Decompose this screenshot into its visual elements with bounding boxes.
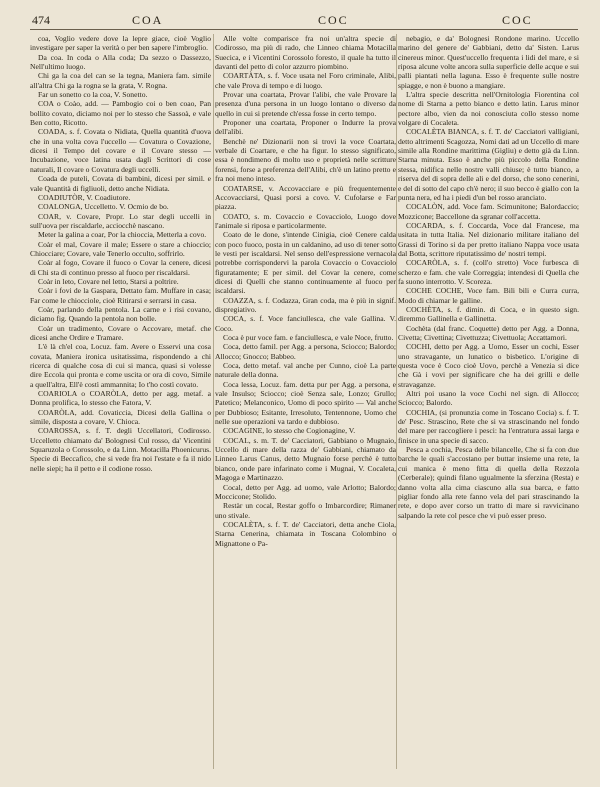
- dictionary-entry: Alle volte comparisce fra noi un'altra specie di Codirosso, ma più di rado, che Linneo chiama Motacilla Suecica, e i Vicentini Corossolo foresto, il quale ha tutto il davanti del petto di color azzurro piombino.: [215, 34, 396, 72]
- dictionary-entry: Da coa. In coda o Alla coda; Da sezzo o Dassezzo, Nell'ultimo luogo.: [30, 52, 211, 72]
- headword-left: COA: [132, 13, 164, 27]
- dictionary-entry: Chi ga la coa del can se la tegna, Maniera fam. simile all'altra Chi ga la rogna se la grata, V. Rogna.: [30, 71, 211, 90]
- dictionary-entry: COCALÒN, add. Voce fam. Scimunitone; Balordaccio; Mozzicone; Baccellone da sgranar coll'accetta.: [398, 202, 579, 221]
- column-right: [398, 34, 579, 769]
- dictionary-entry: COADA, s. f. Covata o Nidiata, Quella quantità d'uova che in una volta cova l'uccello — Covatura o Covazione, dicesi il Tempo del covare e il Covare stesso — Incubazione, voce latina usata dagli Scrittori di cose naturali, Il covare o Covatura degli uccelli.: [30, 127, 211, 174]
- dictionary-entry: Coàr in leto, Covare nel letto, Starsi a poltrire.: [38, 276, 179, 286]
- dictionary-entry: COA o Coào, add. — Pambogio coi o ben coao, Pan bollito covato, diciamo noi per lo stesso che Sassoà, e vale Ben cotto, Ricotto.: [30, 99, 211, 128]
- dictionary-entry: COCHE COCHE, Voce fam. Bili bili e Curra curra, Modo di chiamar le galline.: [398, 286, 579, 305]
- dictionary-entry: Restàr un cocal, Restar goffo o Imbarcordire; Rimaner uno stivale.: [215, 501, 396, 520]
- column-divider: [213, 34, 214, 769]
- dictionary-entry: COCHI, detto per Agg. a Uomo, Esser un cochi, Esser uno stravagante, un lunatico o bisbetico. L'origine di questa voce è Coco cioè Uovo, perchè a Venezia si dice che Gà i vovi per significare che ha dei grilli e delle stravaganze.: [398, 342, 579, 389]
- dictionary-entry: Coàr el mal, Covare il male; Essere o stare a chioccio; Chiocciare; Covare, vale Tenerlo occulto, soffrirlo.: [30, 239, 211, 258]
- dictionary-entry: COARÒLA, add. Covaticcia, Dicesi della Gallina o simile, disposta a covare, V. Chioca.: [30, 407, 211, 427]
- dictionary-entry: COCALÈTA BIANCA, s. f. T. de' Cacciatori valligiani, detto altrimenti Scagozza, Nomi dati ad un Uccello di mare simile alla Rondine marittima (Gigliu) e detto già da Linn. Starna minuta. Esso è anche più piccolo della Rondine stessa, nidifica nelle nostre valli chiuse; è tutto bianco, a riserva del di sopra delle ali e del dorso, che sono cenerini, e del di sotto del capo ch'è nero; il suo becco è giallo con la punta nera, ed ha i piedi d'un bel rosso aranciato.: [398, 127, 579, 202]
- dictionary-entry: Coàr un tradimento, Covare o Accovare, metaf. che dicesi anche Ordire e Tramare.: [30, 323, 211, 342]
- dictionary-entry: Coàr al fogo, Covare il fuoco o Covar la cenere, dicesi di Chi sta di continuo presso al fuoco per riscaldarsi.: [30, 258, 211, 277]
- column-left: [30, 34, 211, 769]
- dictionary-entry: COCHIA, (si pronunzia come in Toscano Cocia) s. f. T. de' Pesc. Strascino, Rete che si va strascinando nel fondo del mare per raccogliere i pesci: ha l'entratura assai larga e finisce in una specie di sacco.: [398, 407, 579, 445]
- dictionary-entry: L'è là ch'el coa, Locuz. fam. Avere o Esservi una cosa covata, Maniera ironica usitatissima, rispondendo a chi ricerca di qualche cosa di cui si manca, quasi si volesse dire Eccola qui pronta e come uscita or ora di covo, Simile a quell'altra, Ell'è costì ammannita; Io t'ho costì covato.: [30, 342, 211, 389]
- dictionary-entry: COATO, s. m. Covaccio e Covacciolo, Luogo dove l'animale si riposa e particolarmente.: [215, 211, 396, 230]
- dictionary-entry: nebagio, e da' Bolognesi Rondone marino. Uccello marino del genere de' Gabbiani, detto da' Sisten. Larus cinereus minor. Quest'uccello frequenta i lidi del mare, e si riposa alcune volte ancora sulla superficie delle acque e sui palli piantati nella laguna. Esso è frequente sulle nostre spiagge, e non è buono a mangiare.: [398, 34, 579, 90]
- dictionary-entry: L'altra specie descritta nell'Ornitologia Fiorentina col nome di Starna a petto bianco e detto latin. Larus minor pectore albo, vien da noi conosciuta collo stesso nome volgare di Cocaleta.: [398, 90, 579, 128]
- dictionary-entry: Coca è pur voce fam. e fanciullesca, e vale Noce, frutto.: [223, 333, 394, 342]
- dictionary-entry: COAZZA, s. f. Codazza, Gran coda, ma è più in signif. dispregiativo.: [215, 295, 396, 314]
- dictionary-entry: COADIUTÒR, V. Coadiutore.: [38, 192, 131, 202]
- dictionary-entry: Provar una coartata, Provar l'alibi, che vale Provare la presenza d'una persona in un luogo lontano o diverso da quello in cui si pretende ch'essa fosse in certo tempo.: [215, 90, 396, 118]
- column-divider: [396, 34, 397, 769]
- dictionary-entry: COARTÀTA, s. f. Voce usata nel Foro criminale, Alibi, che vale Prova di tempo e di luogo.: [215, 71, 396, 90]
- dictionary-entry: Far un sonetto co la coa, V. Sonetto.: [38, 90, 148, 100]
- dictionary-entry: coa, Voglio vedere dove la lepre giace, cioè Voglio investigare per saper la verità o per ben sapere l'imbroglio.: [30, 34, 211, 53]
- dictionary-entry: COCARÒLA, s. f. (coll'o stretto) Voce furbesca di scherzo e fam. che vale Correggia; intendesi di Quella che fa suono interrotto. V. Scoreza.: [398, 258, 579, 286]
- headword-center: COC: [318, 13, 349, 27]
- dictionary-entry: Proponer una coartata, Proponer o Indurre la prova dell'alibi.: [215, 118, 396, 137]
- dictionary-entry: Altri poi usano la voce Cochi nel sign. di Allocco; Sciocco; Balordo.: [398, 389, 579, 408]
- dictionary-entry: COCARDA, s. f. Coccarda, Voce dal Francese, ma usitata in tutta Italia. Nel dizionario militare italiano del Grassi di Torino si da per pretto italiano Nappa voce usata dal Botta, scrittore riputatissimo de' nostri tempi.: [398, 220, 579, 258]
- dictionary-entry: Coàr i fovi de la Gaspara, Dettato fam. Muffare in casa; Far come le chiocciole, cioè Ritirarsi e serrarsi in casa.: [30, 286, 211, 305]
- dictionary-entry: COCA, s. f. Voce fanciullesca, che vale Gallina. V. Coco.: [215, 314, 396, 333]
- dictionary-entry: COAR, v. Covare, Propr. Lo star degli uccelli in sull'uova per riscaldarle, acciocchè nascano.: [30, 211, 211, 230]
- header-rule: [30, 29, 578, 30]
- dictionary-entry: COCHÈTA, s. f. dimin. di Coca, e in questo sign. diremmo Gallinella e Gallinetta.: [398, 304, 579, 324]
- dictionary-entry: Pesca a cochia, Pesca delle bilancelle, Che si fa con due barche le quali s'accostano per buttar insieme una rete, la cui manica è meno fitta di quella della Rezzola (Cerberale); quindi filano ugualmente la sferzina (Resta) e danno volta alla cima ciascuno alla sua barca, e fatto pigliar fondo alla rete fanno vela del pari strascinando la rete, e dopo aver corso un tratto di mare si ravvicinano salpando la rete col pesce che vi può esser preso.: [398, 445, 579, 520]
- dictionary-entry: Coca lessa, Locuz. fam. detta pur per Agg. a persona, e vale Insulso; Sciocco; cioè Senza sale, Lonzo; Grullo; Patetico; Melanconico, Uomo di poco spirito — Val anche per Dubbioso; Esitante, Irresoluto, Tentennone, Uomo che nelle sue operazioni va tardo e dubbioso.: [215, 379, 396, 427]
- dictionary-entry: Cochèta (dal franc. Coquette) detto per Agg. a Donna, Civetta; Civettina; Civettuzza; Civettuola; Accattamori.: [398, 323, 579, 342]
- column-middle: [215, 34, 396, 769]
- dictionary-entry: Coca, detto metaf. val anche per Cunno, cioè La parte naturale della donna.: [215, 361, 396, 380]
- dictionary-entry: COALONGA, Uccelletto. V. Ocmio de bo.: [38, 202, 169, 212]
- dictionary-entry: COATARSE, v. Accovacciare e più frequentemente Accovacciarsi, Quasi porsi a covo. V. Cufolarse e Far piazza.: [215, 183, 396, 212]
- page-number: 474: [32, 13, 50, 27]
- dictionary-entry: Meter la galina a coar, Por la chioccia, Metterla a covo.: [38, 230, 207, 240]
- dictionary-entry: Coato de le done, s'intende Cinigia, cioè Cenere calda con poco fuoco, posta in un caldanino, ad uso di tener sotto le vesti per iscaldarsi. Nel senso dell'espressione vernacola potrebbe corrispondervi la parola Covaccio o Covacciolo figuratamente; E per simil. del Covar la cenere, come dicesi di Quelli che stanno continuamente al fuoco per iscaldarsi.: [215, 230, 396, 296]
- dictionary-entry: COARIOLA o COARÒLA, detto per agg. metaf. a Donna prolifica, lo stesso che Fatora, V.: [30, 389, 211, 408]
- dictionary-entry: COAROSSA, s. f. T. degli Uccellatori, Codirosso. Uccelletto chiamato da' Bolognesi Cul rosso, da' Vicentini Squaruzola o Corossolo, e da Linn. Motacilla Phoenicurus. Specie di Beccafico, che si vede fra noi l'estate e fa il nido nelle siepi; ha il petto e il codione rosso.: [30, 426, 211, 473]
- dictionary-entry: Cocal, detto per Agg. ad uomo, vale Arlotto; Balordo; Moccicone; Stolido.: [215, 482, 396, 501]
- dictionary-entry: Coàr, parlando della pentola. La carne e i risi covano, diciamo fig. Quando la pentola non bolle.: [30, 304, 211, 324]
- dictionary-entry: Coada de puteli, Covata di bambini, dicesi per simil. e vale Quantità di figliuoli, detto anche Nidiata.: [30, 174, 211, 193]
- headword-right: COC: [502, 13, 533, 27]
- dictionary-entry: Benchè ne' Dizionarii non si trovi la voce Coartata, verbale di Coartare, e che ha figur. lo stesso significato, essa è nondimeno di molto uso e proprietà nelle scritture forensi, forse a preferenza dell'Alibi, ch'è un latino pretto e fra noi meno inteso.: [215, 136, 396, 184]
- running-header: [0, 13, 600, 27]
- dictionary-entry: Coca, detto famil. per Agg. a persona, Sciocco; Balordo; Allocco; Gnocco; Babbeo.: [215, 342, 396, 361]
- dictionary-entry: COCAL, s. m. T. de' Cacciatori, Gabbiano o Mugnaio, Uccello di mare della razza de' Gabbiani, chiamato da Linneo Larus Canus, detto Mugnaio forse perchè è tutto bianco, onde pare infarinato come i Mugnai, V. Cocaleta, Magoga e Martinazzo.: [215, 435, 396, 483]
- dictionary-entry: COCALÈTA, s. f. T. de' Cacciatori, detta anche Ciola, Starna Cenerina, chiamata in Toscana Colombino o Mignattone o Pa-: [215, 519, 396, 548]
- dictionary-entry: COCAGINE, lo stesso che Cogionagine, V.: [223, 426, 356, 436]
